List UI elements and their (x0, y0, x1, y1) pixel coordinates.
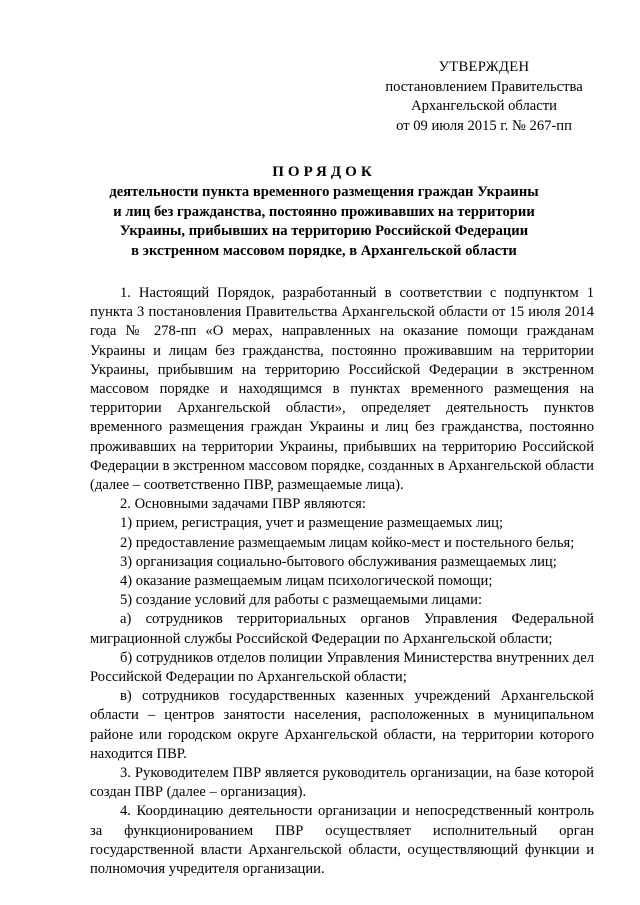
document-subtitle-line-1: деятельности пункта временного размещения граждан Украины (109, 184, 539, 200)
document-title: ПОРЯДОК (272, 164, 376, 180)
task-item-3: 3) организация социально-бытового обслуживания размещаемых лиц; (120, 553, 557, 570)
subitem-c: в) сотрудников государственных казенных учреждений Архангельской области – центров занятости населения, расположенных в муниципальном районе или городском округе Архангельской области, на территории которого находится ПВР. (90, 688, 594, 762)
paragraph-2: 2. Основными задачами ПВР являются: (120, 496, 366, 513)
paragraph-3: 3. Руководителем ПВР является руководитель организации, на базе которой создан ПВР (далее – организация). (90, 765, 594, 801)
approval-line-1: постановлением Правительства (385, 78, 583, 95)
paragraph-1: 1. Настоящий Порядок, разработанный в соответствии с подпунктом 1 пункта 3 постановления Правительства Архангельской области от 15 июля 2014 года № 278-пп «О мерах, направленных на оказание помощи гражданам Украины и лицам без гражданства, постоянно проживавшим на территории Украины, прибывшим на территорию Российской Федерации в экстренном массовом порядке и находящимся в пунктах временного размещения на территории Архангельской области», определяет деятельность пунктов временного размещения граждан Украины и лиц без гражданства, постоянно проживавших на территории Украины, прибывших на территорию Российской Федерации в экстренном массовом порядке, созданных в Архангельской области (далее – соответственно ПВР, размещаемые лица). (90, 285, 594, 494)
subitem-b: б) сотрудников отделов полиции Управления Министерства внутренних дел Российской Федерации по Архангельской области; (90, 649, 594, 686)
subitem-a: а) сотрудников территориальных органов Управления Федеральной миграционной службы Российской Федерации по Архангельской области; (90, 611, 594, 647)
document-subtitle-line-3: Украины, прибывших на территорию Российской Федерации (119, 223, 529, 239)
paragraph-4: 4. Координацию деятельности организации и непосредственный контроль за функционированием ПВР осуществляет исполнительный орган государственной власти Архангельской области, осуществляющий функции и полномочия учредителя организации. (90, 803, 594, 878)
document-body (90, 284, 594, 879)
document-heading (60, 162, 588, 261)
document-subtitle-line-2: и лиц без гражданства, постоянно проживавших на территории (113, 203, 535, 220)
task-item-2: 2) предоставление размещаемым лицам койко-мест и постельного белья; (120, 534, 575, 551)
document-subtitle-line-4: в экстренном массовом порядке, в Архангельской области (131, 242, 517, 259)
approved-label: УТВЕРЖДЕН (438, 59, 530, 75)
approval-line-2: Архангельской области (411, 98, 557, 114)
approval-stamp-block (366, 58, 602, 136)
task-item-5: 5) создание условий для работы с размещаемыми лицами: (120, 592, 483, 609)
task-item-4: 4) оказание размещаемым лицам психологической помощи; (120, 573, 493, 590)
task-item-1: 1) прием, регистрация, учет и размещение размещаемых лиц; (120, 515, 504, 532)
approval-line-3: от 09 июля 2015 г. № 267-пп (396, 117, 572, 134)
